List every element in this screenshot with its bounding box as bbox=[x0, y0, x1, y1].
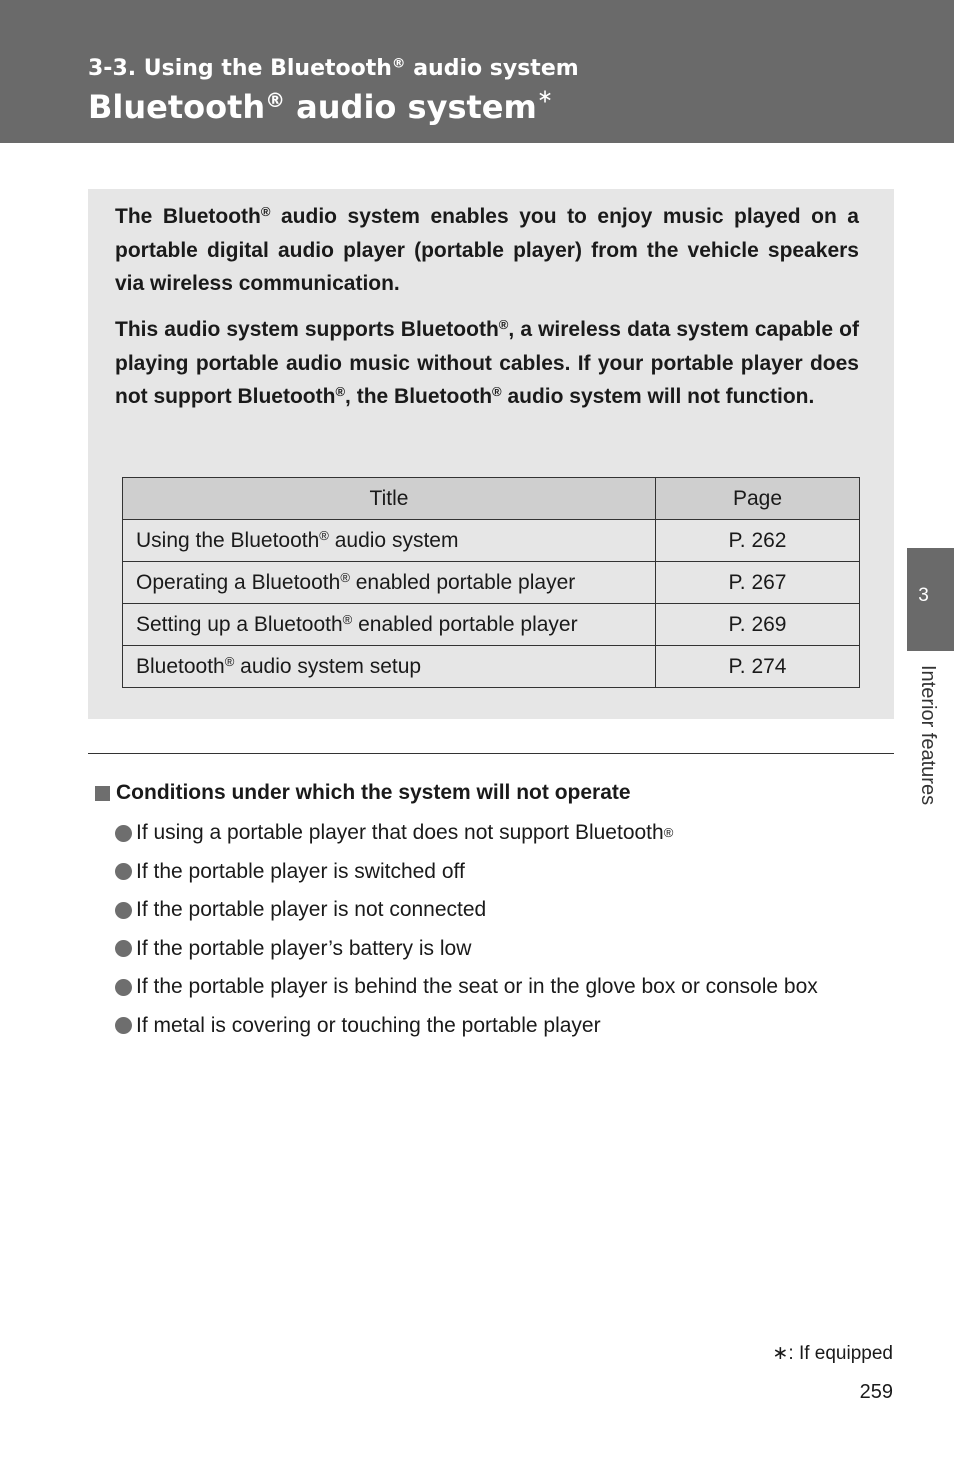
row-title: Operating a Bluetooth® enabled portable player bbox=[123, 562, 656, 604]
list-item: If metal is covering or touching the portable player bbox=[115, 1007, 818, 1046]
chapter-number: 3 bbox=[918, 585, 929, 606]
square-bullet-icon bbox=[95, 786, 110, 801]
chapter-label: Interior features bbox=[917, 665, 939, 806]
conditions-heading: Conditions under which the system will not operate bbox=[95, 781, 631, 805]
intro-box bbox=[88, 189, 894, 719]
table-header-row bbox=[123, 478, 860, 520]
page-number: 259 bbox=[859, 1381, 893, 1403]
row-page-link[interactable]: P. 269 bbox=[656, 604, 860, 646]
intro-paragraph-1: The Bluetooth® audio system enables you to enjoy music played on a portable digital audio player (portable player) from the vehicle speakers via wireless communication. bbox=[115, 203, 859, 295]
footnote: ∗: If equipped bbox=[772, 1343, 893, 1364]
circle-bullet-icon bbox=[115, 902, 132, 919]
table-row[interactable] bbox=[123, 562, 860, 604]
circle-bullet-icon bbox=[115, 979, 132, 996]
circle-bullet-icon bbox=[115, 940, 132, 957]
intro-paragraph-2: This audio system supports Bluetooth®, a wireless data system capable of playing portable audio music without cables. If your portable player does not support Bluetooth®, the Bluetooth® audio system will not function. bbox=[115, 316, 859, 408]
contents-table bbox=[122, 477, 860, 688]
row-page-link[interactable]: P. 267 bbox=[656, 562, 860, 604]
list-item: If the portable player is behind the seat or in the glove box or console box bbox=[115, 968, 818, 1007]
list-item: If the portable player’s battery is low bbox=[115, 930, 818, 969]
section-divider bbox=[88, 753, 894, 754]
circle-bullet-icon bbox=[115, 863, 132, 880]
page-title: Bluetooth® audio system∗ bbox=[88, 84, 553, 126]
table-row[interactable] bbox=[123, 520, 860, 562]
chapter-tab[interactable] bbox=[907, 548, 954, 651]
row-title: Bluetooth® audio system setup bbox=[123, 646, 656, 688]
row-page-link[interactable]: P. 262 bbox=[656, 520, 860, 562]
section-label: 3-3. Using the Bluetooth® audio system bbox=[88, 55, 579, 81]
list-item: If the portable player is not connected bbox=[115, 891, 818, 930]
conditions-list bbox=[115, 814, 818, 1045]
circle-bullet-icon bbox=[115, 1017, 132, 1034]
equipped-mark: ∗ bbox=[536, 84, 553, 108]
page-header bbox=[0, 0, 954, 143]
row-title: Using the Bluetooth® audio system bbox=[123, 520, 656, 562]
row-title: Setting up a Bluetooth® enabled portable player bbox=[123, 604, 656, 646]
list-item: If the portable player is switched off bbox=[115, 853, 818, 892]
row-page-link[interactable]: P. 274 bbox=[656, 646, 860, 688]
circle-bullet-icon bbox=[115, 825, 132, 842]
column-header-title: Title bbox=[123, 478, 656, 520]
column-header-page: Page bbox=[656, 478, 860, 520]
table-row[interactable] bbox=[123, 604, 860, 646]
table-row[interactable] bbox=[123, 646, 860, 688]
list-item: If using a portable player that does not support Bluetooth ® bbox=[115, 814, 818, 853]
